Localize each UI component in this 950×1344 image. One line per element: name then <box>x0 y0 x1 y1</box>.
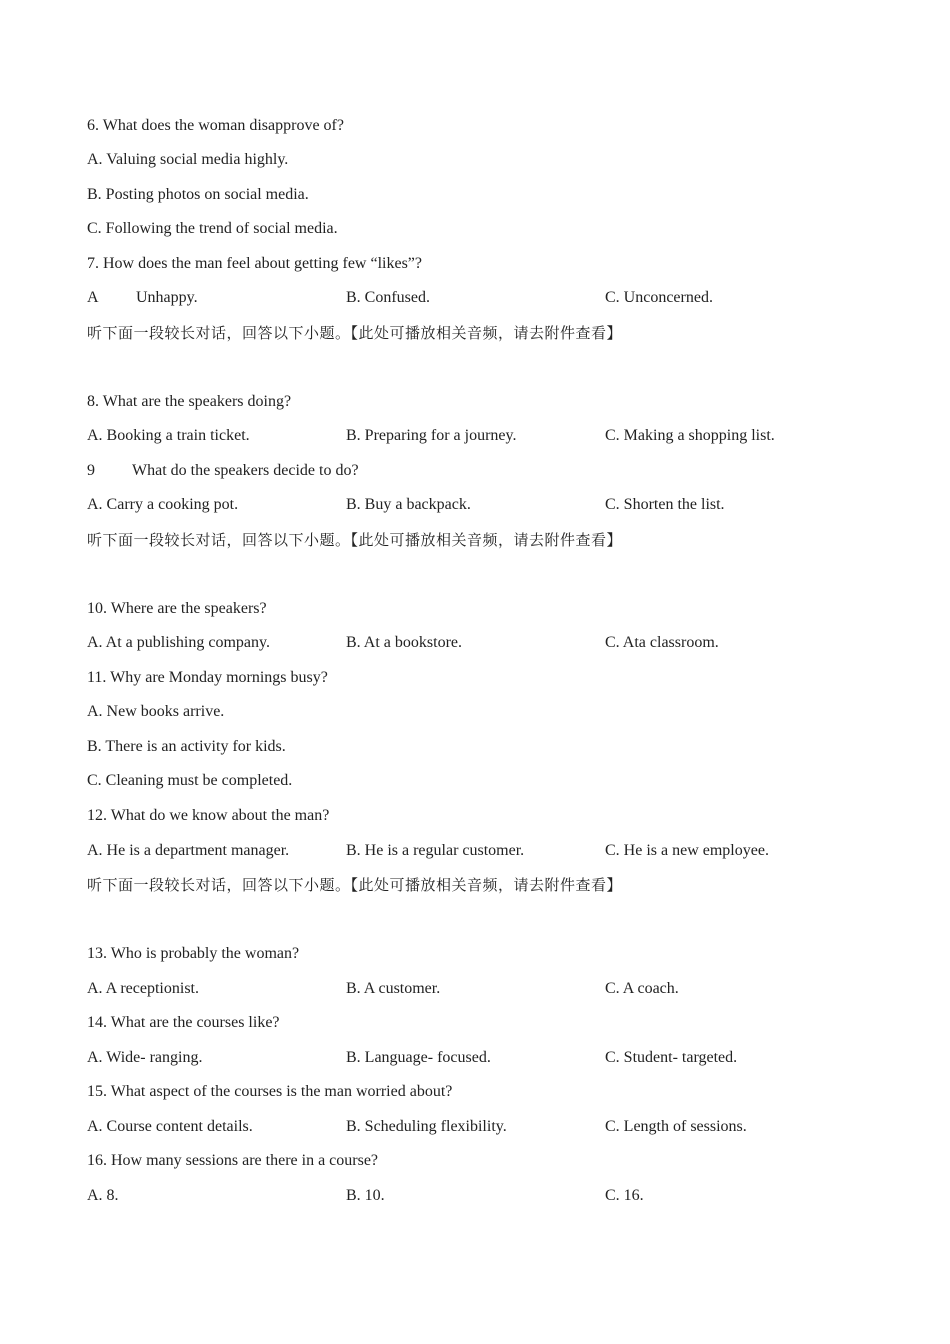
option-8c: C. Making a shopping list. <box>605 427 775 444</box>
option-16c: C. 16. <box>605 1187 644 1204</box>
option-12b: B. He is a regular customer. <box>346 842 525 859</box>
option-6c: C. Following the trend of social media. <box>87 220 338 237</box>
question-11: 11. Why are Monday mornings busy? <box>87 669 328 686</box>
question-15: 15. What aspect of the courses is the man worried about? <box>87 1083 453 1100</box>
question-12: 12. What do we know about the man? <box>87 807 330 824</box>
option-9a: A. Carry a cooking pot. <box>87 496 239 513</box>
option-7a-letter: A <box>87 289 99 306</box>
option-15b: B. Scheduling flexibility. <box>346 1118 507 1135</box>
question-8: 8. What are the speakers doing? <box>87 393 292 410</box>
option-7a-text: Unhappy. <box>136 289 198 306</box>
option-15c: C. Length of sessions. <box>605 1118 747 1135</box>
option-11b: B. There is an activity for kids. <box>87 738 286 755</box>
option-11c: C. Cleaning must be completed. <box>87 772 293 789</box>
option-10c: C. Ata classroom. <box>605 634 719 651</box>
question-13: 13. Who is probably the woman? <box>87 945 300 962</box>
option-13b: B. A customer. <box>346 980 441 997</box>
option-16a: A. 8. <box>87 1187 119 1204</box>
option-6b: B. Posting photos on social media. <box>87 186 309 203</box>
option-7b: B. Confused. <box>346 289 430 306</box>
option-8b: B. Preparing for a journey. <box>346 427 517 444</box>
question-16: 16. How many sessions are there in a course? <box>87 1152 379 1169</box>
option-6a: A. Valuing social media highly. <box>87 151 289 168</box>
option-10a: A. At a publishing company. <box>87 634 270 651</box>
question-7: 7. How does the man feel about getting few “likes”? <box>87 255 422 272</box>
listening-instruction: 听下面一段较长对话，回答以下小题。【此处可播放相关音频，请去附件查看】 <box>87 531 623 549</box>
option-14c: C. Student- targeted. <box>605 1049 738 1066</box>
question-14: 14. What are the courses like? <box>87 1014 280 1031</box>
question-9-number: 9 <box>87 462 95 479</box>
question-10: 10. Where are the speakers? <box>87 600 267 617</box>
option-8a: A. Booking a train ticket. <box>87 427 250 444</box>
option-14a: A. Wide- ranging. <box>87 1049 203 1066</box>
option-12a: A. He is a department manager. <box>87 842 290 859</box>
option-9b: B. Buy a backpack. <box>346 496 471 513</box>
option-16b: B. 10. <box>346 1187 385 1204</box>
option-14b: B. Language- focused. <box>346 1049 491 1066</box>
option-7c: C. Unconcerned. <box>605 289 713 306</box>
listening-instruction: 听下面一段较长对话，回答以下小题。【此处可播放相关音频，请去附件查看】 <box>87 324 623 342</box>
option-13c: C. A coach. <box>605 980 679 997</box>
option-9c: C. Shorten the list. <box>605 496 725 513</box>
option-15a: A. Course content details. <box>87 1118 253 1135</box>
question-9: What do the speakers decide to do? <box>132 462 359 479</box>
option-12c: C. He is a new employee. <box>605 842 769 859</box>
option-10b: B. At a bookstore. <box>346 634 462 651</box>
option-13a: A. A receptionist. <box>87 980 199 997</box>
option-11a: A. New books arrive. <box>87 703 225 720</box>
listening-instruction: 听下面一段较长对话，回答以下小题。【此处可播放相关音频，请去附件查看】 <box>87 876 623 894</box>
question-6: 6. What does the woman disapprove of? <box>87 117 344 134</box>
